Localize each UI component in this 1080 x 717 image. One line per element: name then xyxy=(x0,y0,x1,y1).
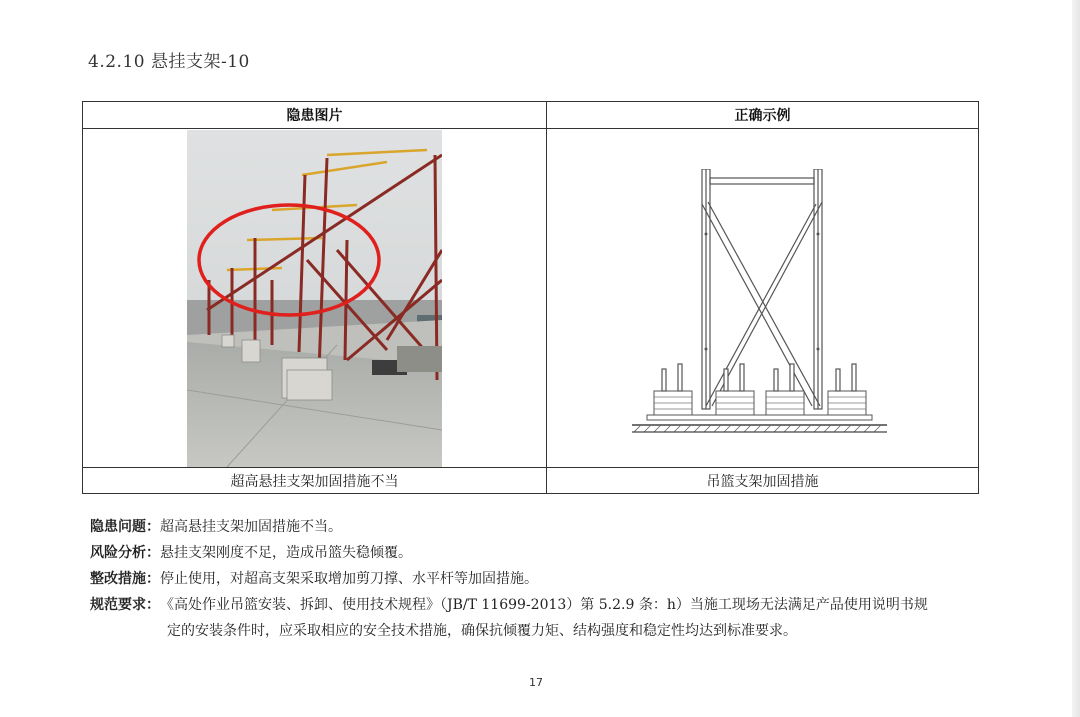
hazard-photo-header: 隐患图片 xyxy=(83,102,547,129)
risk-label: 风险分析： xyxy=(90,545,160,561)
correct-caption: 吊篮支架加固措施 xyxy=(547,468,979,494)
problem-label: 隐患问题： xyxy=(90,519,160,535)
risk-analysis-row xyxy=(90,540,990,566)
correct-drawing xyxy=(632,169,892,439)
spec-continuation-row xyxy=(90,618,990,644)
correct-example-header: 正确示例 xyxy=(547,102,979,129)
spec-text-line-2: 定的安装条件时，应采取相应的安全技术措施，确保抗倾覆力矩、结构强度和稳定性均达到标准要求。 xyxy=(167,623,797,639)
comparison-table xyxy=(82,101,979,494)
hazard-caption: 超高悬挂支架加固措施不当 xyxy=(83,468,547,494)
page-number: 17 xyxy=(529,676,543,689)
spec-label: 规范要求： xyxy=(90,597,160,613)
fix-measures-row xyxy=(90,566,990,592)
spec-text-line-1: 《高处作业吊篮安装、拆卸、使用技术规程》（JB/T 11699-2013）第 5.2.9 条：h）当施工现场无法满足产品使用说明书规 xyxy=(160,597,928,613)
hazard-photo xyxy=(187,130,442,467)
problem-text: 超高悬挂支架加固措施不当。 xyxy=(160,519,342,535)
fix-text: 停止使用，对超高支架采取增加剪刀撑、水平杆等加固措施。 xyxy=(160,571,538,587)
spec-requirement-row xyxy=(90,592,990,618)
hazard-problem-row xyxy=(90,514,990,540)
correct-drawing-cell xyxy=(547,129,979,468)
risk-text: 悬挂支架刚度不足，造成吊篮失稳倾覆。 xyxy=(160,545,412,561)
section-heading: 4.2.10 悬挂支架-10 xyxy=(88,52,250,72)
hazard-photo-cell xyxy=(83,129,547,468)
page-edge-shadow xyxy=(1072,0,1080,717)
fix-label: 整改措施： xyxy=(90,571,160,587)
notes-section xyxy=(90,514,990,644)
